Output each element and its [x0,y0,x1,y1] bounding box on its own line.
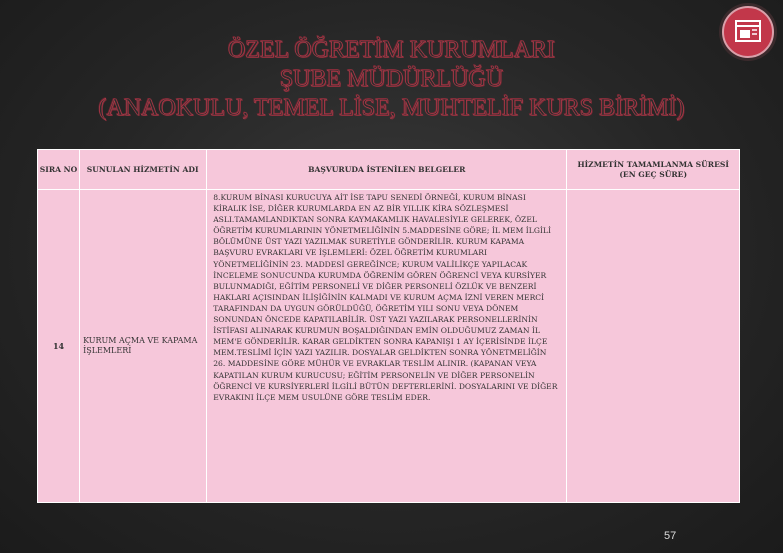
row-no: 14 [38,190,80,503]
row-service-name: KURUM AÇMA VE KAPAMA İŞLEMLERİ [80,190,207,503]
table-row [38,190,740,503]
services-table [37,149,740,503]
title-line-3: (ANAOKULU, TEMEL LİSE, MUHTELİF KURS BİRİMİ) [98,95,685,121]
table-header-row [38,150,740,190]
title-line-1: ÖZEL ÖĞRETİM KURUMLARI [227,37,556,63]
page-number: 57 [664,530,677,542]
window-icon-button[interactable] [722,6,774,58]
header-service-name: SUNULAN HİZMETİN ADI [80,150,207,190]
row-required-documents: 8.KURUM BİNASI KURUCUYA AİT İSE TAPU SENEDİ ÖRNEĞİ, KURUM BİNASI KİRALIK İSE, DİĞER KURUMLARDA EN AZ BİR YILLIK KİRA SÖZLEŞMESİ ASLI.TAMAMLANDIKTAN SONRA KAYMAKAMLIK HAVALESİYLE GELEREK, ÖZEL ÖĞRETİM KURUMLARININ YÖNETMELİĞİNİN 5.MADDESİNE GÖRE; İL MEM İLGİLİ BÖLÜMÜNE ÜST YAZI YAZILMAK SURETİYLE GÖNDERİLİR. KURUM KAPAMA BAŞVURU EVRAKLARI VE İŞLEMLERİ: ÖZEL ÖĞRETİM KURUMLARI YÖNETMELİĞİNİN 23. MADDESİ GEREĞİNCE; KURUM VALİLİKÇE YAPILACAK İNCELEME SONUCUNDA KURUMDA ÖĞRENİM GÖREN ÖĞRENCİ VEYA KURSİYER BULUNMADIĞI, EĞİTİM PERSONELİ VE DİĞER PERSONELİ ÖZLÜK VE BENZERİ HAKLARI AÇISINDAN İLİŞİĞİNİN KALMADI VE KURUM AÇMA İZNİ VEREN MERCİ TARAFINDAN DA UYGUN GÖRÜLDÜĞÜ, ÖĞRETİM YILI SONU VEYA DÖNEM SONUNDAN ÖNCEDE KAPATILABİLİR. ÜST YAZI YAZILARAK PERSONELLERİNİN İSTİFASI ALINARAK KURUMUN BOŞALDIĞINDAN EMİN OLDUĞUMUZ ZAMAN İL MEM'E GÖNDERİLİR. KARAR GELDİKTEN SONRA KAPANIŞI 1 AY İÇERİSİNDE İLÇE MEM.TESLİMİ İÇİN YAZI YAZILIR. DOSYALAR GELDİKTEN SONRA YÖNETMELİĞİN 26. MADDESİNE GÖRE MÜHÜR VE EVRAKLAR TESLİM ALINIR. (KAPANAN VEYA KAPATILAN KURUM KURUCUSU; EĞİTİM PERSONELİN VE DİĞER PERSONELİN ÖĞRENCİ VE KURSİYERLERİ İLGİLİ BÜTÜN DEFTERLERİNİ. DOSYALARINI VE DİĞER EVRAKINI İLÇE MEM USULÜNE GÖRE TESLİM EDER. [207,190,567,503]
header-duration: HİZMETİN TAMAMLANMA SÜRESİ (EN GEÇ SÜRE) [567,150,740,190]
header-required-documents: BAŞVURUDA İSTENİLEN BELGELER [207,150,567,190]
title-line-2: ŞUBE MÜDÜRLÜĞÜ [279,66,504,92]
row-duration [567,190,740,503]
header-no: SIRA NO [38,150,80,190]
window-icon [734,19,762,45]
